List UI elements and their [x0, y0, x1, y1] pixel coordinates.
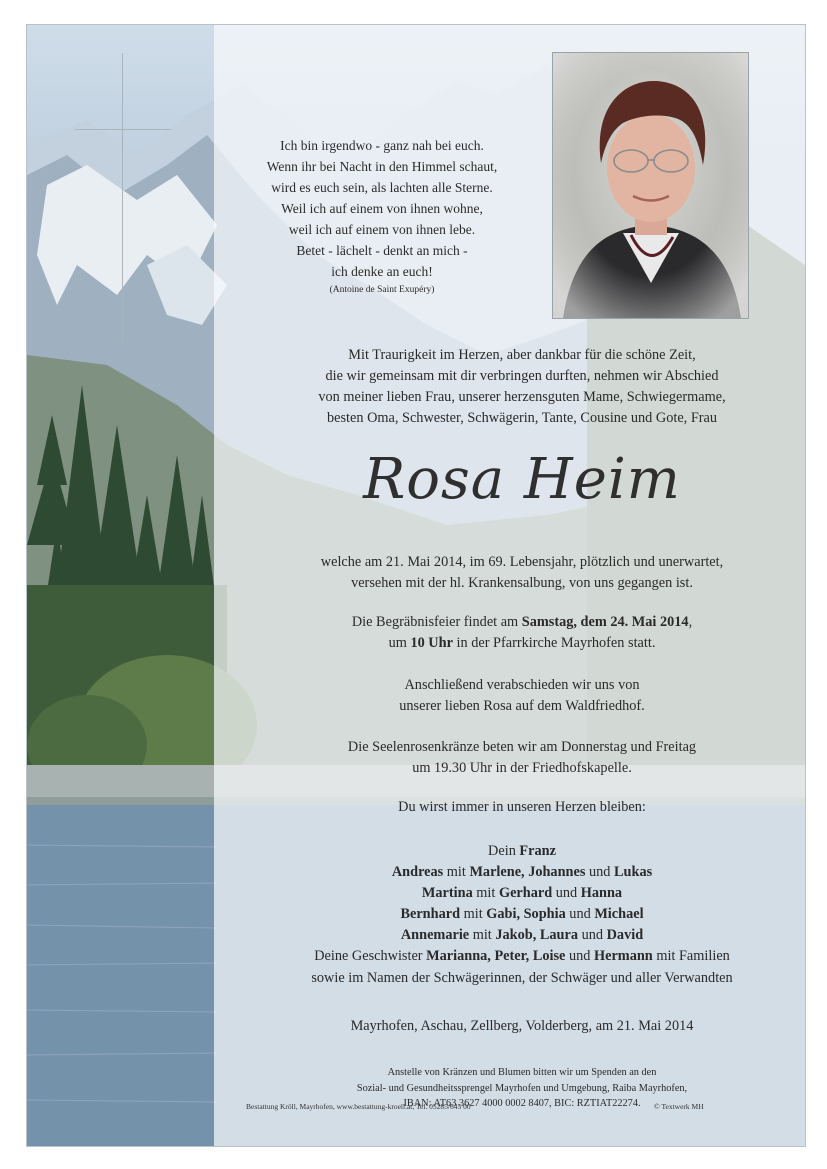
donation-line: IBAN: AT63 3627 4000 0002 8407, BIC: RZTIAT22274.: [403, 1098, 641, 1109]
family-row: Deine Geschwister Marianna, Peter, Loise und Hermann mit Familien: [314, 948, 730, 965]
funeral-line-1: Die Begräbnisfeier findet am Samstag, dem 24. Mai 2014,: [351, 614, 693, 630]
family-row: Martina mit Gerhard und Hanna: [421, 885, 623, 902]
intro-line: die wir gemeinsam mit dir verbringen durften, nehmen wir Abschied: [325, 368, 719, 384]
poem-line: wird es euch sein, als lachten alle Sterne.: [271, 180, 493, 195]
poem-line: ich denke an euch!: [331, 264, 433, 279]
portrait-illustration: [553, 53, 748, 318]
farewell-line: unserer lieben Rosa auf dem Waldfriedhof.: [399, 698, 645, 714]
rosary-line: um 19.30 Uhr in der Friedhofskapelle.: [412, 760, 632, 776]
death-line: versehen mit der hl. Krankensalbung, von uns gegangen ist.: [351, 575, 693, 591]
funeral-date: Samstag, dem 24. Mai 2014: [521, 614, 689, 630]
intro-line: von meiner lieben Frau, unserer herzensguten Mame, Schwiegermame,: [318, 389, 726, 405]
place-and-date: Mayrhofen, Aschau, Zellberg, Volderberg, am 21. Mai 2014: [350, 1018, 694, 1034]
farewell-line: Anschließend verabschieden wir uns von: [404, 677, 640, 693]
family-row: Dein Franz: [488, 843, 556, 859]
family-row: Annemarie mit Jakob, Laura und David: [400, 927, 644, 944]
farewell-info: [237, 675, 806, 717]
portrait-photo: [552, 52, 749, 319]
footer-funeral-home: Bestattung Kröll, Mayrhofen, www.bestattung-kroell.at, Tel. 05285/645 00: [246, 1102, 471, 1111]
poem-line: Wenn ihr bei Nacht in den Himmel schaut,: [266, 159, 498, 174]
cross-symbol-vertical: [122, 53, 123, 343]
cross-symbol-horizontal: [75, 129, 171, 130]
poem-line: weil ich auf einem von ihnen lebe.: [288, 222, 476, 237]
rosary-info: [237, 737, 806, 779]
deceased-name: Rosa Heim: [363, 447, 681, 512]
poem-attribution: (Antoine de Saint Exupéry): [329, 285, 435, 295]
intro-text: [237, 345, 806, 429]
intro-line: besten Oma, Schwester, Schwägerin, Tante, Cousine und Gote, Frau: [326, 410, 718, 426]
rosary-line: Die Seelenrosenkränze beten wir am Donnerstag und Freitag: [347, 739, 697, 755]
poem-line: Weil ich auf einem von ihnen wohne,: [281, 201, 483, 216]
funeral-time: 10 Uhr: [410, 635, 453, 651]
family-row: Andreas mit Marlene, Johannes und Lukas: [391, 864, 653, 881]
donation-line: Sozial- und Gesundheitssprengel Mayrhofen und Umgebung, Raiba Mayrhofen,: [356, 1082, 688, 1094]
family-list: [237, 841, 806, 989]
poem-line: Ich bin irgendwo - ganz nah bei euch.: [280, 138, 484, 153]
death-notice: [237, 552, 806, 594]
obituary-card: [26, 24, 806, 1147]
family-row: sowie im Namen der Schwägerinnen, der Schwäger und aller Verwandten: [311, 969, 733, 986]
donation-line: Anstelle von Kränzen und Blumen bitten wir um Spenden an den: [387, 1067, 657, 1078]
funeral-line-2: um 10 Uhr in der Pfarrkirche Mayrhofen statt.: [388, 635, 656, 651]
death-line: welche am 21. Mai 2014, im 69. Lebensjahr, plötzlich und unerwartet,: [320, 554, 724, 570]
family-row: Bernhard mit Gabi, Sophia und Michael: [400, 906, 644, 923]
poem-block: [227, 135, 537, 298]
intro-line: Mit Traurigkeit im Herzen, aber dankbar für die schöne Zeit,: [348, 347, 696, 363]
remembrance-line: Du wirst immer in unseren Herzen bleiben:: [398, 799, 646, 815]
footer-copyright: © Textwerk MH: [654, 1102, 704, 1111]
funeral-info: [237, 612, 806, 654]
poem-line: Betet - lächelt - denkt an mich -: [296, 243, 468, 258]
